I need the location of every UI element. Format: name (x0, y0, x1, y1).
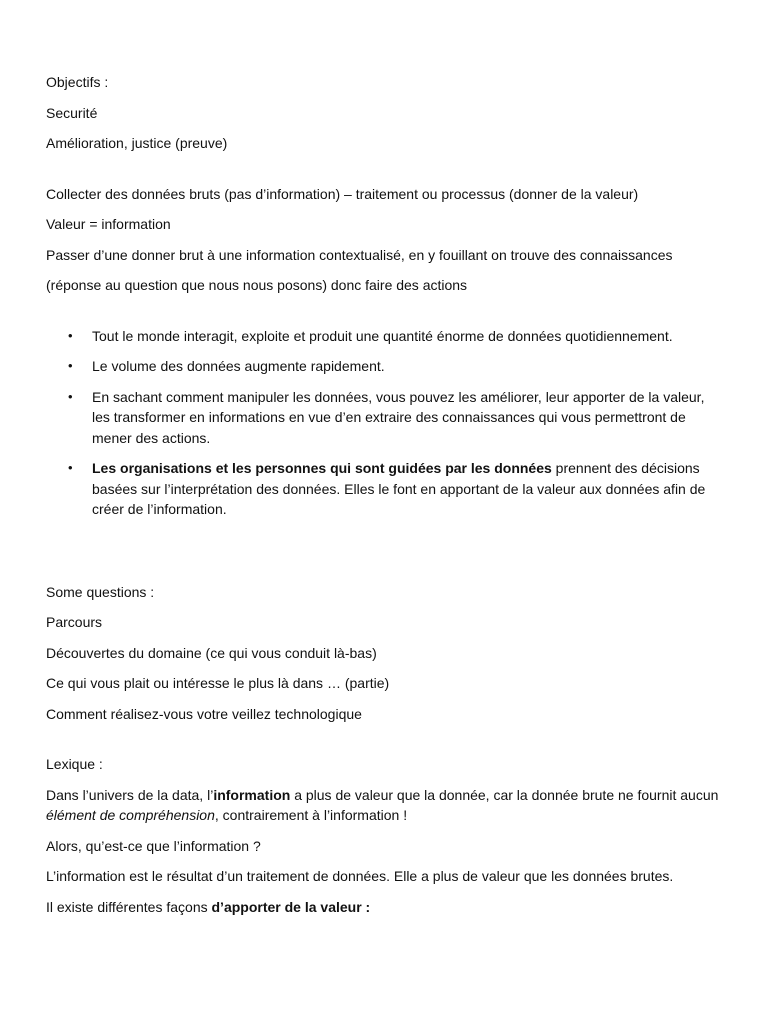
lexique-heading: Lexique : (46, 756, 103, 772)
objectives-heading: Objectifs : (46, 74, 109, 90)
text-run: Dans l’univers de la data, l’ (46, 786, 214, 803)
lexique-question: Alors, qu’est-ce que l’information ? (46, 837, 261, 854)
lexique-definition: L’information est le résultat d’un traitement de données. Elle a plus de valeur que les données brutes. (46, 868, 674, 884)
bullet-item (68, 356, 722, 377)
spacer (46, 734, 722, 754)
bullet-item (68, 458, 722, 520)
data-line: Valeur = information (46, 216, 171, 232)
text-run: , contrairement à l’information ! (214, 807, 408, 823)
question-item: Comment réalisez-vous votre veillez technologique (46, 705, 362, 722)
lexique-last (46, 897, 722, 918)
question-item: Découvertes du domaine (ce qui vous conduit là-bas) (46, 644, 377, 661)
bullet-list (46, 326, 722, 520)
bullet-marker: • (68, 388, 73, 404)
bullet-marker: • (68, 460, 73, 475)
data-line: Passer d’une donner brut à une information contextualisé, en y fouillant on trouve des connaissances (46, 246, 673, 263)
bullet-text: Tout le monde interagit, exploite et produit une quantité énorme de données quotidiennement. (92, 327, 673, 344)
spacer (46, 306, 722, 326)
question-item: Parcours (46, 614, 103, 630)
questions-heading: Some questions : (46, 583, 155, 600)
bullet-item (68, 387, 722, 449)
spacer (46, 164, 722, 184)
italic-run: élément de compréhension (46, 807, 215, 823)
bullet-text: En sachant comment manipuler les données, vous pouvez les améliorer, leur apporter de la valeur, les transformer en informations en vue d’en extraire des connaissances qui vous permettront de mener des actions. (92, 388, 705, 446)
data-line: (réponse au question que nous nous posons) donc faire des actions (46, 277, 468, 293)
bold-run: information (213, 786, 291, 803)
objective-item: Securité (46, 104, 98, 121)
bullet-text: prennent des décisions basées sur l’interprétation des données. Elles le font en apportant de la valeur aux données afin de créer de l’information. (92, 460, 706, 517)
lexique-paragraph (46, 785, 722, 826)
bullet-text: Le volume des données augmente rapidement. (92, 358, 385, 374)
question-item: Ce qui vous plait ou intéresse le plus là dans … (partie) (46, 675, 390, 691)
data-line: Collecter des données bruts (pas d’information) – traitement ou processus (donner de la valeur) (46, 185, 639, 202)
text-run: a plus de valeur que la donnée, car la donnée brute ne fournit aucun (290, 786, 719, 803)
bullet-bold-text: Les organisations et les personnes qui sont guidées par les données (92, 460, 552, 476)
bullet-marker: • (68, 358, 73, 373)
bullet-marker: • (68, 327, 73, 343)
spacer (46, 530, 722, 582)
bullet-item (68, 326, 722, 347)
bold-run: d’apporter de la valeur : (211, 898, 371, 915)
text-run: Il existe différentes façons (46, 898, 212, 915)
objective-item: Amélioration, justice (preuve) (46, 135, 228, 151)
